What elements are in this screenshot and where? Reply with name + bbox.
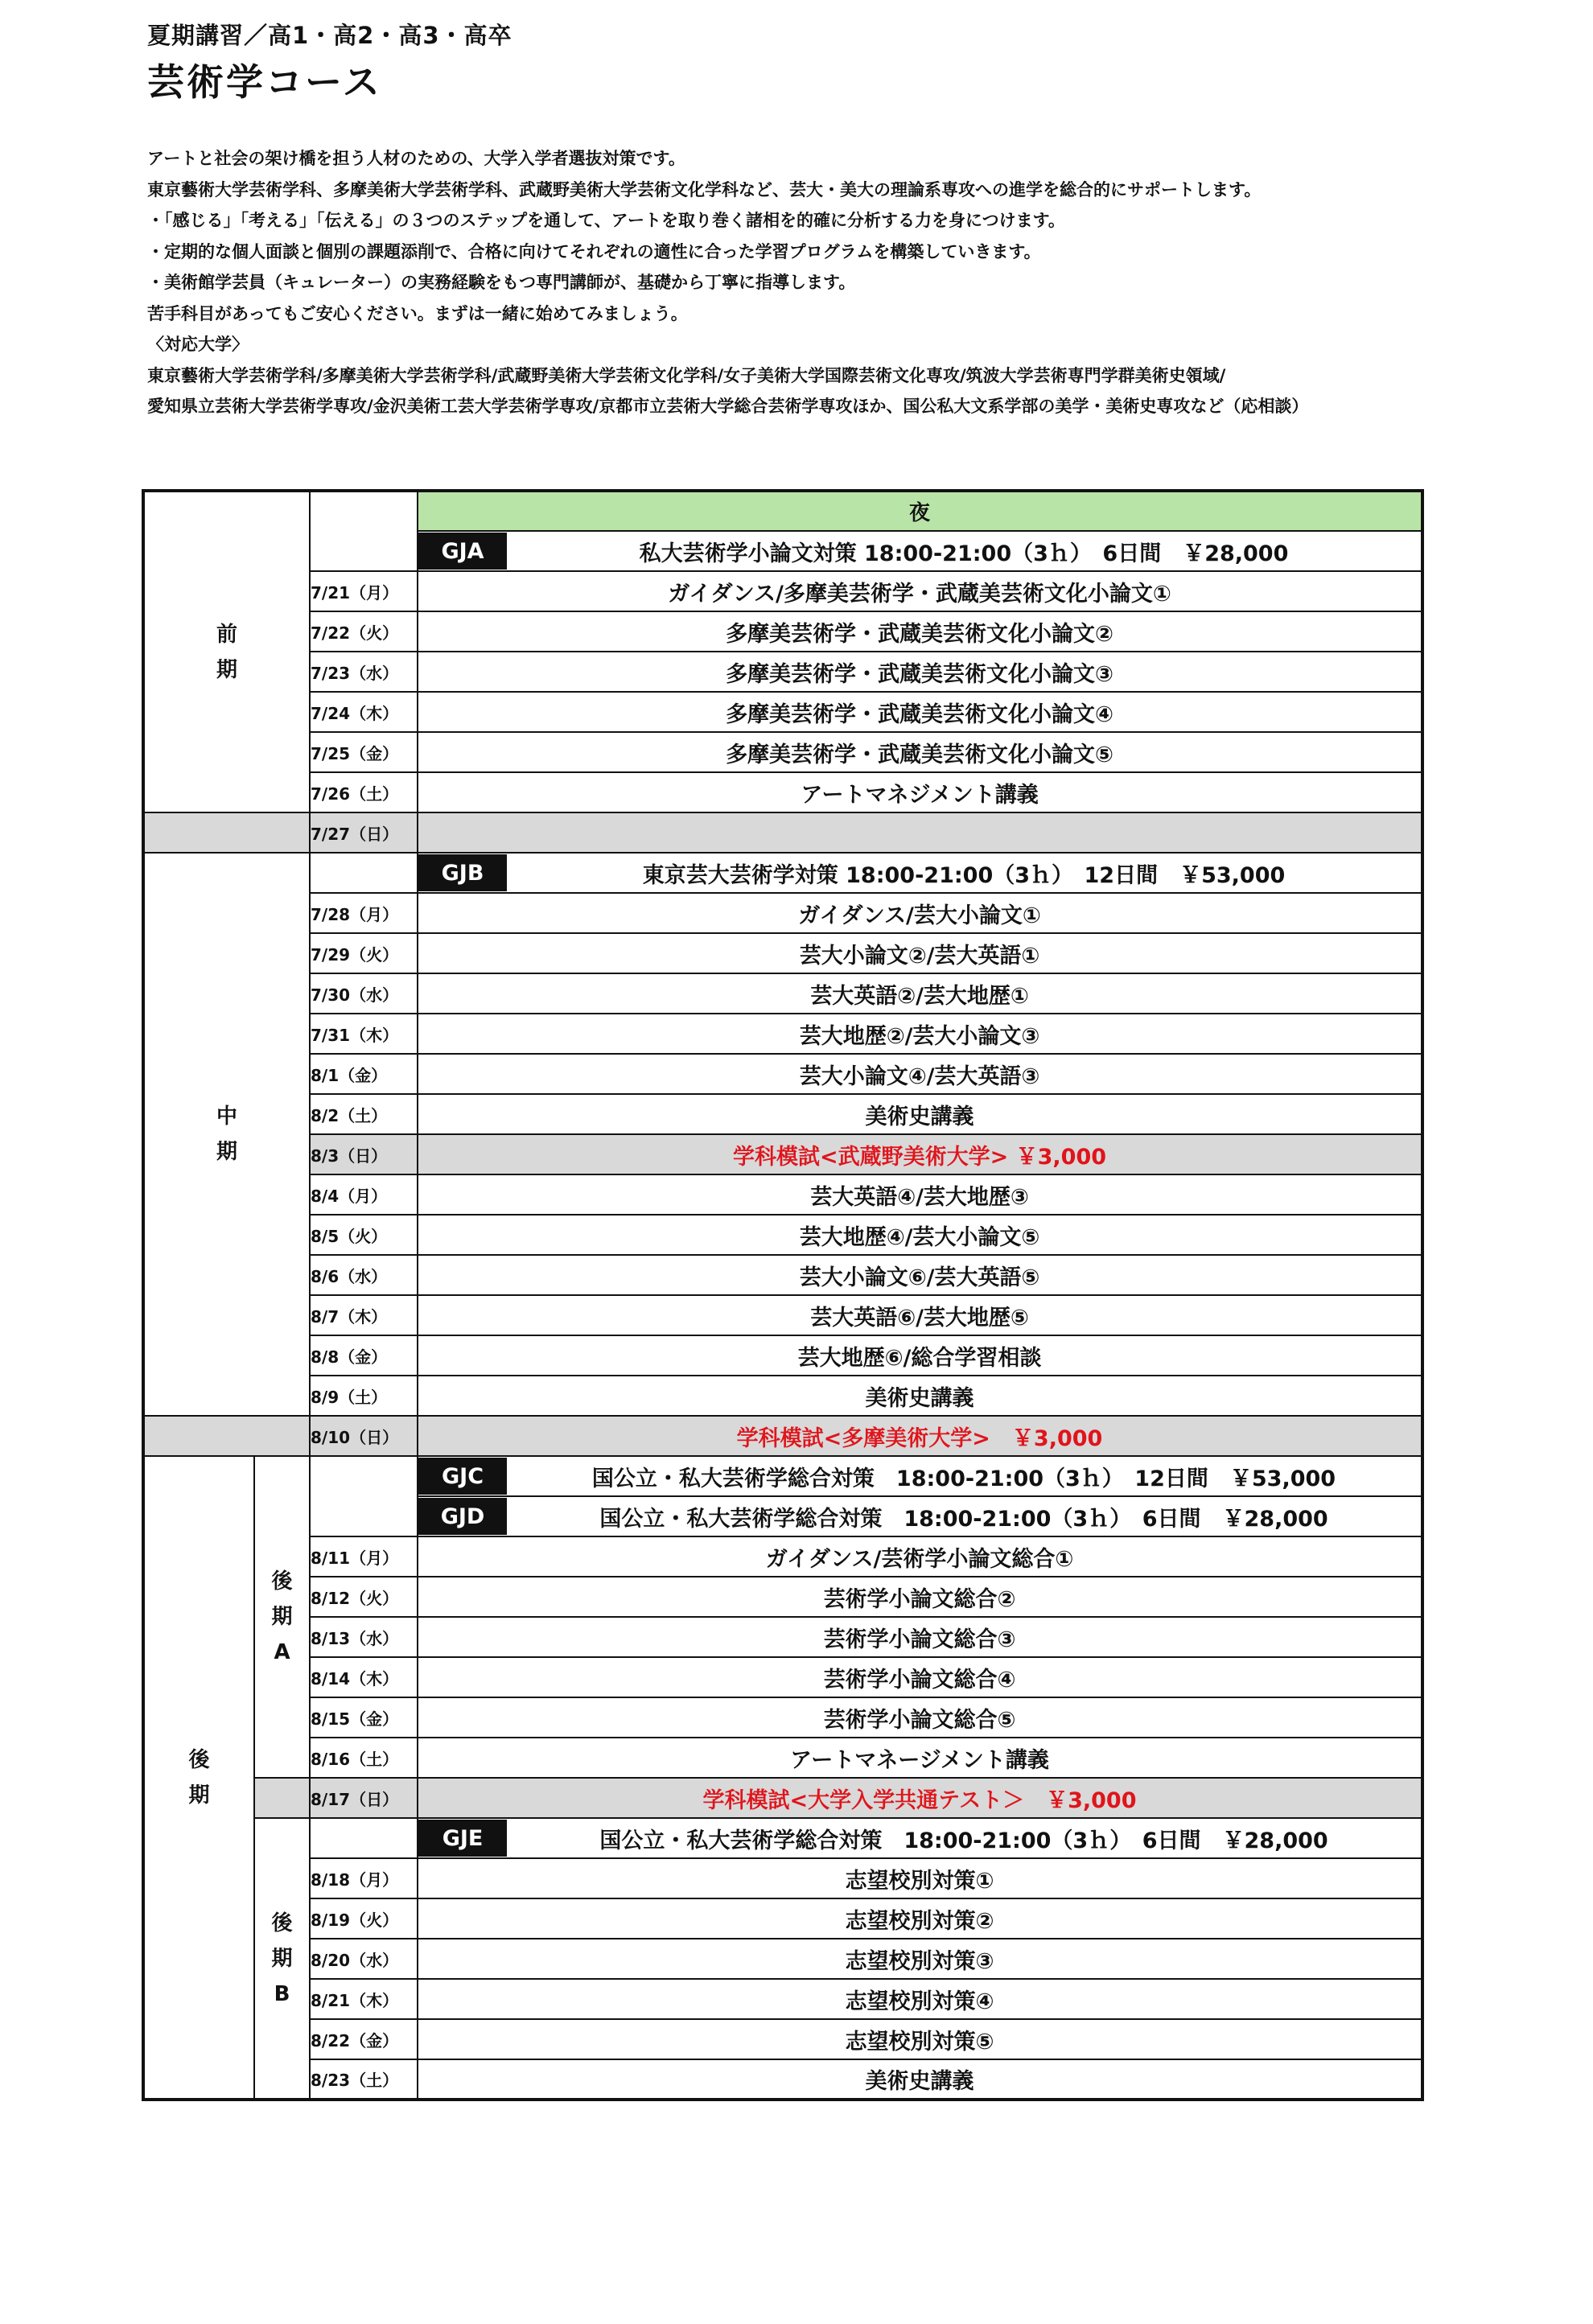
lesson-cell: 芸術学小論文総合③ xyxy=(418,1617,1422,1657)
date-cell: 8/14（木） xyxy=(310,1657,418,1697)
intro-line: 東京藝術大学芸術学科/多摩美術大学芸術学科/武蔵野美術大学芸術文化学科/女子美術大学国際芸術文化専攻/筑波大学芸術専門学群美術史領域/ xyxy=(147,365,1226,385)
intro-line: 東京藝術大学芸術学科、多摩美術大学芸術学科、武蔵野美術大学芸術文化学科など、芸大・美大の理論系専攻への進学を総合的にサポートします。 xyxy=(147,179,1262,199)
lesson-cell: 芸大小論文②/芸大英語① xyxy=(418,933,1422,973)
lesson-cell: 美術史講義 xyxy=(418,2059,1422,2100)
course-code: GJB xyxy=(418,854,507,891)
term-label: 前 期 xyxy=(216,622,238,682)
lesson-cell: 志望校別対策③ xyxy=(418,1939,1422,1979)
intro-line: ・定期的な個人面談と個別の課題添削で、合格に向けてそれぞれの適性に合った学習プログラムを構築していきます。 xyxy=(147,241,1041,261)
course-gjc xyxy=(418,1456,1422,1496)
break-row xyxy=(143,812,1422,853)
date-cell: 7/25（金） xyxy=(310,732,418,772)
date-cell: 8/15（金） xyxy=(310,1697,418,1738)
course-code: GJA xyxy=(418,533,507,570)
term-label: 後 期 A xyxy=(271,1569,293,1664)
exam-lesson-cell: 学科模試<大学入学共通テスト＞ ￥3,000 xyxy=(418,1778,1422,1818)
course-info: 国公立・私大芸術学総合対策 18:00-21:00（3ｈ） 6日間 ￥28,000 xyxy=(599,1828,1328,1853)
date-cell: 8/7（木） xyxy=(310,1295,418,1335)
date-cell: 7/31（木） xyxy=(310,1014,418,1054)
lesson-cell xyxy=(418,812,1422,853)
empty-cell xyxy=(310,853,418,893)
lesson-cell: アートマネージメント講義 xyxy=(418,1738,1422,1778)
lesson-cell: 芸術学小論文総合② xyxy=(418,1577,1422,1617)
night-header: 夜 xyxy=(418,491,1422,531)
date-cell: 8/2（土） xyxy=(310,1094,418,1134)
course-gja xyxy=(418,531,1422,571)
date-cell: 8/1（金） xyxy=(310,1054,418,1094)
intro-line: 愛知県立芸術大学芸術学専攻/金沢美術工芸大学芸術学専攻/京都市立芸術大学総合芸術学専攻ほか、国公私大文系学部の美学・美術史専攻など（応相談） xyxy=(147,397,1309,416)
date-cell: 8/4（月） xyxy=(310,1174,418,1215)
lesson-cell: 志望校別対策① xyxy=(418,1858,1422,1898)
date-cell: 8/9（土） xyxy=(310,1376,418,1416)
course-info: 東京芸大芸術学対策 18:00-21:00（3ｈ） 12日間 ￥53,000 xyxy=(642,862,1286,888)
course-code: GJE xyxy=(418,1820,507,1857)
course-info: 国公立・私大芸術学総合対策 18:00-21:00（3ｈ） 6日間 ￥28,000 xyxy=(599,1506,1328,1532)
date-cell: 8/3（日） xyxy=(310,1134,418,1174)
date-cell: 7/24（木） xyxy=(310,692,418,732)
date-cell: 8/17（日） xyxy=(310,1778,418,1818)
lesson-cell: 志望校別対策⑤ xyxy=(418,2019,1422,2059)
lesson-cell: 美術史講義 xyxy=(418,1094,1422,1134)
date-cell: 8/5（火） xyxy=(310,1215,418,1255)
date-cell: 8/11（月） xyxy=(310,1536,418,1577)
date-cell: 8/10（日） xyxy=(310,1416,418,1456)
course-code: GJC xyxy=(418,1458,507,1495)
intro-line: ・美術館学芸員（キュレーター）の実務経験をもつ専門講師が、基礎から丁寧に指導します。 xyxy=(147,273,856,292)
date-cell: 7/22（火） xyxy=(310,611,418,652)
intro-line: ・「感じる」「考える」「伝える」の３つのステップを通して、アートを取り巻く諸相を的確に分析する力を身につけます。 xyxy=(147,211,1065,230)
page-subtitle: 夏期講習／高1・高2・高3・高卒 xyxy=(147,22,512,49)
lesson-cell: アートマネジメント講義 xyxy=(418,772,1422,812)
term-label: 後 期 B xyxy=(271,1911,293,2006)
date-cell: 7/27（日） xyxy=(310,812,418,853)
date-cell: 8/19（火） xyxy=(310,1898,418,1939)
lesson-cell: ガイダンス/芸術学小論文総合① xyxy=(418,1536,1422,1577)
term-koki-b xyxy=(254,1818,310,2100)
date-cell: 8/12（火） xyxy=(310,1577,418,1617)
lesson-cell: ガイダンス/多摩美芸術学・武蔵美芸術文化小論文① xyxy=(418,571,1422,611)
date-cell: 7/23（水） xyxy=(310,652,418,692)
lesson-cell: 多摩美芸術学・武蔵美芸術文化小論文③ xyxy=(418,652,1422,692)
exam-lesson-cell: 学科模試<多摩美術大学> ￥3,000 xyxy=(418,1416,1422,1456)
course-gjb xyxy=(418,853,1422,893)
lesson-cell: 志望校別対策② xyxy=(418,1898,1422,1939)
lesson-cell: 美術史講義 xyxy=(418,1376,1422,1416)
date-cell: 7/30（水） xyxy=(310,973,418,1014)
term-label: 後 期 xyxy=(188,1747,210,1808)
schedule-table xyxy=(142,489,1424,2101)
date-cell: 8/16（土） xyxy=(310,1738,418,1778)
exam-row xyxy=(143,1134,1422,1174)
date-cell: 7/21（月） xyxy=(310,571,418,611)
course-description xyxy=(147,143,1515,422)
date-cell: 8/13（水） xyxy=(310,1617,418,1657)
course-info: 私大芸術学小論文対策 18:00-21:00（3ｈ） 6日間 ￥28,000 xyxy=(639,541,1289,566)
empty-cell xyxy=(310,1456,418,1536)
empty-cell xyxy=(254,1778,310,1818)
date-cell: 8/6（水） xyxy=(310,1255,418,1295)
term-zenki xyxy=(143,491,310,812)
course-gjd xyxy=(418,1496,1422,1536)
exam-row xyxy=(143,1416,1422,1456)
date-cell: 8/18（月） xyxy=(310,1858,418,1898)
lesson-cell: 芸大英語②/芸大地歴① xyxy=(418,973,1422,1014)
empty-cell xyxy=(143,1416,310,1456)
term-chuki xyxy=(143,853,310,1416)
term-koki-a xyxy=(254,1456,310,1778)
lesson-cell: 多摩美芸術学・武蔵美芸術文化小論文⑤ xyxy=(418,732,1422,772)
lesson-cell: 芸術学小論文総合④ xyxy=(418,1657,1422,1697)
date-cell: 7/29（火） xyxy=(310,933,418,973)
exam-row xyxy=(143,1778,1422,1818)
intro-line: 〈対応大学〉 xyxy=(147,335,249,354)
lesson-cell: 芸大地歴④/芸大小論文⑤ xyxy=(418,1215,1422,1255)
lesson-cell: 芸大地歴②/芸大小論文③ xyxy=(418,1014,1422,1054)
date-cell: 8/20（水） xyxy=(310,1939,418,1979)
term-label: 中 期 xyxy=(216,1104,238,1164)
lesson-cell: 芸大英語④/芸大地歴③ xyxy=(418,1174,1422,1215)
lesson-cell: 多摩美芸術学・武蔵美芸術文化小論文④ xyxy=(418,692,1422,732)
intro-line: アートと社会の架け橋を担う人材のための、大学入学者選抜対策です。 xyxy=(147,149,685,168)
lesson-cell: 芸術学小論文総合⑤ xyxy=(418,1697,1422,1738)
date-cell: 8/22（金） xyxy=(310,2019,418,2059)
lesson-cell: 芸大小論文⑥/芸大英語⑤ xyxy=(418,1255,1422,1295)
date-cell: 7/28（月） xyxy=(310,893,418,933)
lesson-cell: 志望校別対策④ xyxy=(418,1979,1422,2019)
page-title: 芸術学コース xyxy=(147,60,382,104)
lesson-cell: ガイダンス/芸大小論文① xyxy=(418,893,1422,933)
course-info: 国公立・私大芸術学総合対策 18:00-21:00（3ｈ） 12日間 ￥53,000 xyxy=(591,1466,1336,1491)
lesson-cell: 芸大地歴⑥/総合学習相談 xyxy=(418,1335,1422,1376)
exam-lesson-cell: 学科模試<武蔵野美術大学> ￥3,000 xyxy=(418,1134,1422,1174)
empty-cell xyxy=(310,491,418,571)
lesson-cell: 芸大英語⑥/芸大地歴⑤ xyxy=(418,1295,1422,1335)
course-code: GJD xyxy=(418,1498,507,1535)
lesson-cell: 芸大小論文④/芸大英語③ xyxy=(418,1054,1422,1094)
term-koki xyxy=(143,1456,254,2100)
date-cell: 8/8（金） xyxy=(310,1335,418,1376)
empty-cell xyxy=(310,1818,418,1858)
date-cell: 8/21（木） xyxy=(310,1979,418,2019)
course-gje xyxy=(418,1818,1422,1858)
date-cell: 8/23（土） xyxy=(310,2059,418,2100)
intro-line: 苦手科目があってもご安心ください。まずは一緒に始めてみましょう。 xyxy=(147,303,688,323)
empty-cell xyxy=(143,812,310,853)
lesson-cell: 多摩美芸術学・武蔵美芸術文化小論文② xyxy=(418,611,1422,652)
date-cell: 7/26（土） xyxy=(310,772,418,812)
